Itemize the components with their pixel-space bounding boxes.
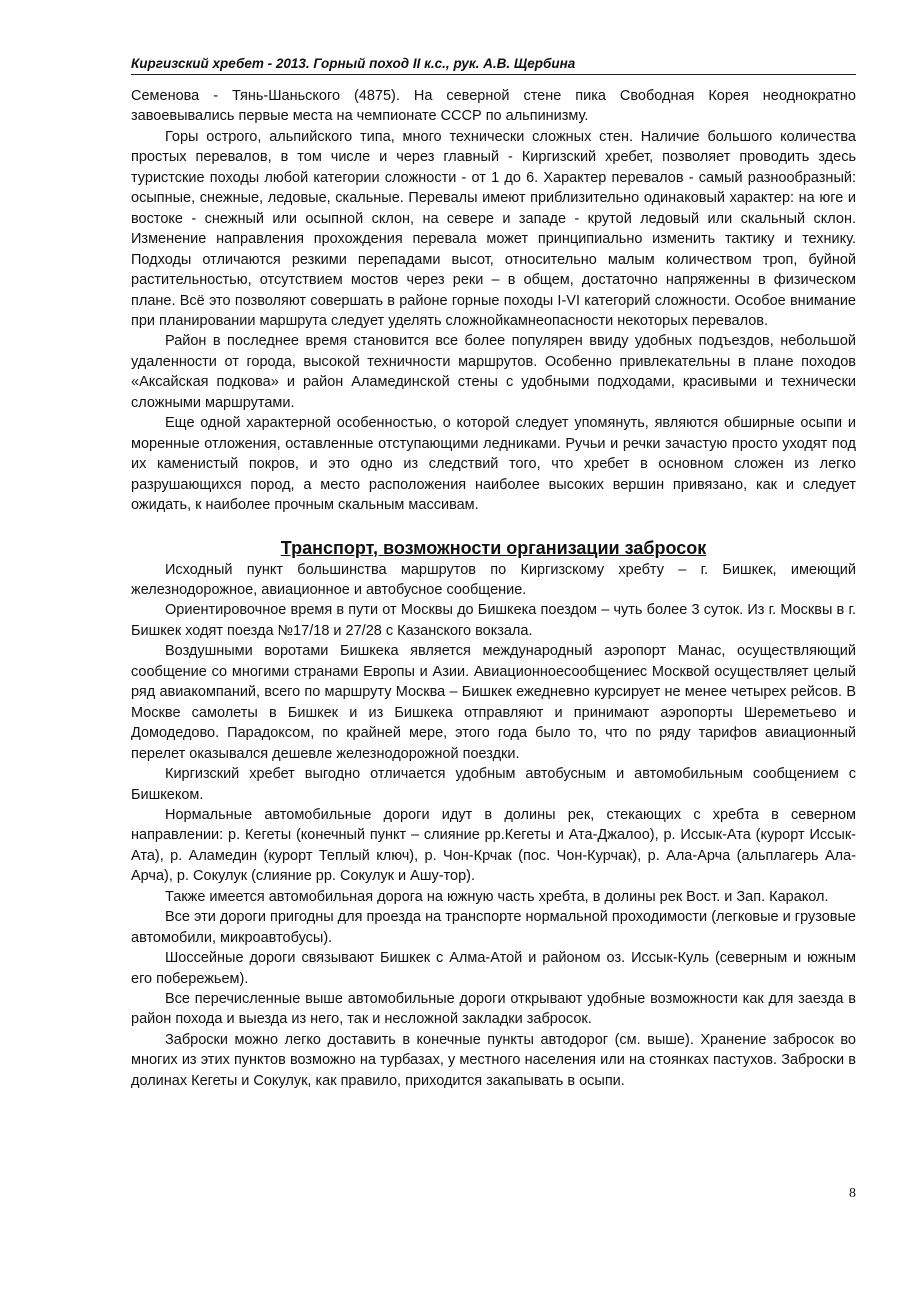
running-header: Киргизский хребет - 2013. Горный поход II к.с., рук. А.В. Щербина xyxy=(131,56,856,75)
paragraph: Киргизский хребет выгодно отличается удобным автобусным и автомобильным сообщением с Бишкеком. xyxy=(131,766,856,803)
section-title: Транспорт, возможности организации забросок xyxy=(280,537,707,558)
paragraph: Нормальные автомобильные дороги идут в долины рек, стекающих с хребта в северном направлении: р. Кегеты (конечный пункт – слияние рр.Кегеты и Ата-Джалоо), р. Иссык-Ата (курорт Иссык-Ата), р. Аламедин (курорт Теплый ключ), р. Чон-Крчак (пос. Чон-Курчак), р. Ала-Арча (альплагерь Ала-Арча), р. Сокулук (слияние рр. Сокулук и Ашу-тор). xyxy=(131,806,856,885)
paragraph: Горы острого, альпийского типа, много технически сложных стен. Наличие большого количества простых перевалов, в том числе и через главный - Киргизский хребет, позволяет проводить здесь туристские походы любой категории сложности - от 1 до 6. Характер перевалов - самый разнообразный: осыпные, снежные, ледовые, скальные. Перевалы имеют приблизительно одинаковый характер: на юге и востоке - снежный или осыпной склон, на севере и западе - крутой ледовый или скальный склон. Изменение направления прохождения перевала может принципиально изменить тактику и технику. Подходы отличаются резкими перепадами высот, относительно малым количеством троп, буйной растительностью, отсутствием мостов через реки – в общем, достаточно напряженны в физическом плане. Всё это позволяют совершать в районе горные походы I-VI категорий сложности. Особое внимание при планировании маршрута следует уделять сложнойкамнеопасности некоторых перевалов. xyxy=(131,128,856,329)
paragraph: Заброски можно легко доставить в конечные пункты автодорог (см. выше). Хранение забросок во многих из этих пунктов возможно на турбазах, у местного населения или на стоянках пастухов. Заброски в долинах Кегеты и Сокулук, как правило, приходится закапывать в осыпи. xyxy=(131,1031,856,1089)
paragraph: Еще одной характерной особенностью, о которой следует упомянуть, являются обширные осыпи и моренные отложения, оставленные отступающими ледниками. Ручьи и речки зачастую просто уходят под их каменистый покров, и это одно из следствий того, что хребет в основном сложен из легко разрушающихся пород, а место расположения наиболее высоких вершин привязано, как и следует ожидать, к наиболее прочным скальным массивам. xyxy=(131,415,856,514)
paragraph: Шоссейные дороги связывают Бишкек с Алма-Атой и районом оз. Иссык-Куль (северным и южным его побережьем). xyxy=(131,950,856,987)
paragraph: Ориентировочное время в пути от Москвы до Бишкека поездом – чуть более 3 суток. Из г. Москвы в г. Бишкек ходят поезда №17/18 и 27/28 с Казанского вокзала. xyxy=(131,602,856,639)
page-body xyxy=(131,86,856,1091)
page-number: 8 xyxy=(849,1186,856,1201)
paragraph: Все эти дороги пригодны для проезда на транспорте нормальной проходимости (легковые и грузовые автомобили, микроавтобусы). xyxy=(131,909,856,946)
paragraph: Воздушными воротами Бишкека является международный аэропорт Манас, осуществляющий сообщение со многими странами Европы и Азии. Авиационноесообщениес Москвой осуществляет целый ряд авиакомпаний, всего по маршруту Москва – Бишкек ежедневно курсирует не менее четырех рейсов. В Москве самолеты в Бишкек и из Бишкека отправляют и принимают аэропорты Шереметьево и Домодедово. Парадоксом, по крайней мере, этого года было то, что по ряду тарифов авиационный перелет оказывался дешевле железнодорожной поездки. xyxy=(131,643,856,762)
paragraph: Все перечисленные выше автомобильные дороги открывают удобные возможности как для заезда в район похода и выезда из него, так и несложной закладки забросок. xyxy=(131,991,856,1028)
paragraph: Исходный пункт большинства маршрутов по Киргизскому хребту – г. Бишкек, имеющий железнодорожное, авиационное и автобусное сообщение. xyxy=(131,561,856,598)
paragraph: Также имеется автомобильная дорога на южную часть хребта, в долины рек Вост. и Зап. Каракол. xyxy=(165,888,829,905)
paragraph: Район в последнее время становится все более популярен ввиду удобных подъездов, небольшой удаленности от города, высокой техничности маршрутов. Особенно привлекательны в плане походов «Аксайская подкова» и район Аламединской стены с удобными подходами, красивыми и технически сложными маршрутами. xyxy=(131,333,856,411)
paragraph: Семенова - Тянь-Шаньского (4875). На северной стене пика Свободная Корея неоднократно завоевывались первые места на чемпионате СССР по альпинизму. xyxy=(131,88,856,125)
